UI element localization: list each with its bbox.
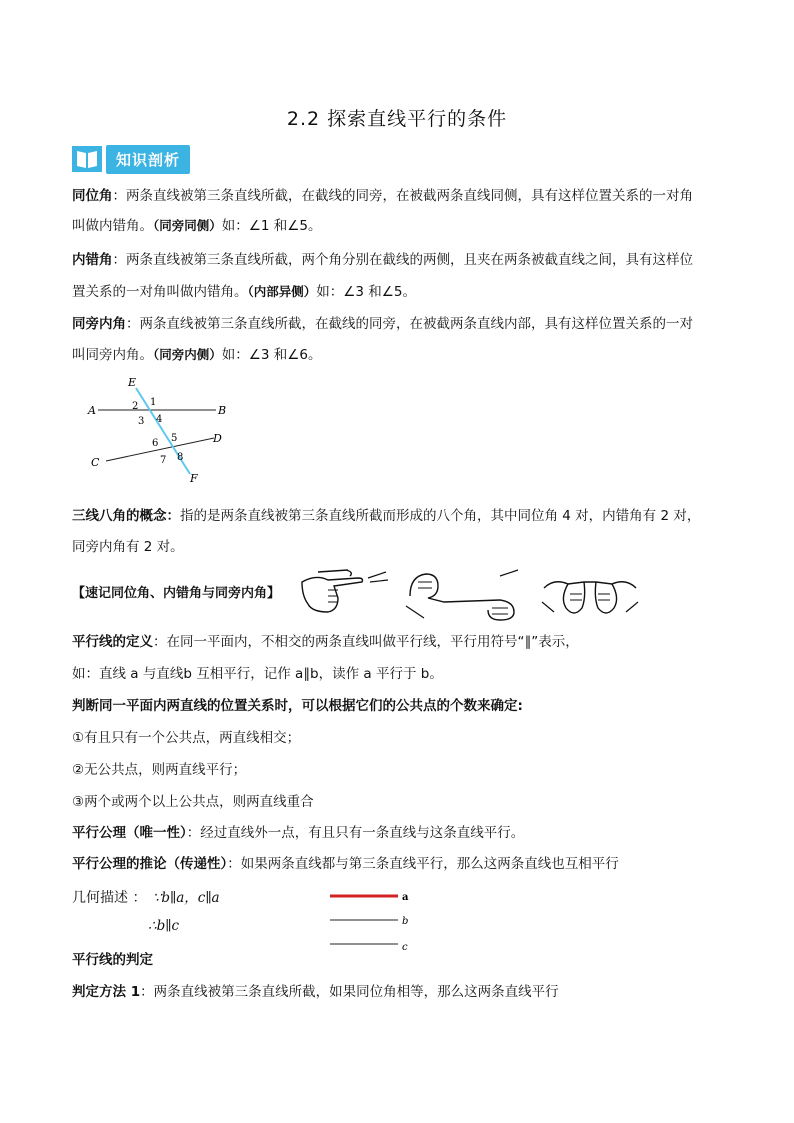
angle-label-6: 6 — [152, 438, 159, 449]
judge-heading: 判断同一平面内两直线的位置关系时，可以根据它们的公共点的个数来确定: — [72, 698, 523, 714]
geometry-description — [72, 886, 220, 907]
point-label-E: E — [128, 376, 137, 389]
parallel-lines-figure — [330, 886, 420, 958]
memo-label: 【速记同位角、内错角与同旁内角】 — [72, 586, 281, 601]
geometry-label: 几何描述 ： — [72, 890, 147, 906]
point-label-A: A — [88, 404, 96, 417]
term-sanxian: 三线八角的概念： — [72, 508, 180, 524]
book-icon — [72, 144, 102, 174]
definition-tongpang — [72, 314, 732, 334]
eight-angles-figure — [86, 372, 236, 484]
geometry-conclusion — [148, 918, 179, 934]
geometry-conclusion-text: ∴b∥c — [148, 918, 180, 934]
def-tag: （同旁同侧） — [153, 218, 222, 233]
case-item: ②无公共点，则两直线平行； — [72, 762, 247, 778]
angle-label-8: 8 — [177, 452, 184, 463]
term-method1: 判定方法 1 — [72, 984, 141, 1000]
parallel-axiom — [72, 823, 732, 843]
term-neicuo: 内错角 — [72, 252, 113, 268]
def-text: ：如果两条直线都与第三条直线平行，那么这两条直线也互相平行 — [227, 856, 619, 872]
def-example: 如：∠3 和∠5。 — [316, 284, 416, 300]
line-label-c: c — [402, 942, 408, 953]
def-text: 叫同旁内角。 — [72, 347, 153, 363]
method-1 — [72, 982, 732, 1002]
definition-tongwei-line2 — [72, 216, 732, 236]
section-badge-label: 知识剖析 — [106, 145, 190, 174]
hand-gesture-tongwei-icon — [298, 568, 390, 618]
def-text: ：两条直线被第三条直线所截，在截线的同旁，在被截两条直线内部，具有这样位置关系的一对 — [126, 316, 693, 332]
term-corollary: 平行公理的推论（传递性） — [72, 856, 228, 872]
case-item: ①有且只有一个公共点，两直线相交； — [72, 730, 301, 746]
def-example: 如：∠3 和∠6。 — [221, 347, 322, 363]
point-label-D: D — [213, 432, 222, 445]
hand-gesture-tongpang-icon — [540, 568, 640, 622]
def-text: ：两条直线被第三条直线所截，在截线的同旁，在被截两条直线同侧，具有这样位置关系的一对角 — [112, 188, 693, 204]
angle-label-2: 2 — [132, 401, 139, 412]
geometry-given: ∵b∥a，c∥a — [152, 890, 220, 906]
section-badge — [72, 144, 190, 174]
def-text: ：两条直线被第三条直线所截，如果同位角相等，那么这两条直线平行 — [140, 984, 559, 1000]
def-tag: （内部异侧） — [247, 284, 317, 299]
point-label-C: C — [91, 456, 100, 469]
term-tongwei: 同位角 — [72, 188, 113, 204]
definition-tongpang-line2 — [72, 345, 732, 365]
sanxian-concept — [72, 506, 732, 526]
point-label-B: B — [218, 404, 227, 417]
parallel-definition — [72, 632, 732, 652]
angle-label-5: 5 — [171, 433, 178, 444]
def-text: 叫做内错角。 — [72, 218, 153, 234]
def-text: 指的是两条直线被第三条直线所截而形成的八个角，其中同位角 4 对，内错角有 2 对， — [180, 508, 701, 524]
parallel-definition-example: 如：直线 a 与直线b 互相平行，记作 a∥b，读作 a 平行于 b。 — [72, 666, 443, 682]
parallel-corollary — [72, 854, 732, 874]
def-text: ：在同一平面内，不相交的两条直线叫做平行线，平行用符号“∥”表示， — [153, 634, 579, 650]
definition-tongwei — [72, 186, 732, 206]
point-label-F: F — [190, 472, 198, 484]
line-label-a: a — [402, 892, 409, 903]
term-axiom: 平行公理（唯一性） — [72, 825, 187, 841]
line-label-b: b — [402, 916, 409, 927]
term-parallel: 平行线的定义 — [72, 634, 153, 650]
angle-label-1: 1 — [150, 397, 157, 408]
angle-label-4: 4 — [156, 414, 163, 425]
judgement-heading: 平行线的判定 — [72, 952, 153, 968]
case-item: ③两个或两个以上公共点，则两直线重合 — [72, 794, 314, 810]
angle-label-7: 7 — [160, 455, 167, 466]
hand-gesture-neicuo-icon — [404, 566, 520, 622]
def-tag: （同旁内侧） — [153, 347, 222, 362]
def-text: ：经过直线外一点，有且只有一条直线与这条直线平行。 — [186, 825, 525, 841]
def-example: 如：∠1 和∠5。 — [221, 218, 322, 234]
def-text: ：两条直线被第三条直线所截，两个角分别在截线的两侧，且夹在两条被截直线之间，具有这样位 — [112, 252, 693, 268]
angle-label-3: 3 — [138, 416, 145, 427]
page-title: 2.2 探索直线平行的条件 — [286, 108, 508, 130]
def-text: 置关系的一对角叫做内错角。 — [72, 284, 248, 300]
term-tongpang: 同旁内角 — [72, 316, 126, 332]
definition-neicuo-line2 — [72, 282, 732, 302]
sanxian-line2: 同旁内角有 2 对。 — [72, 539, 184, 555]
definition-neicuo — [72, 250, 732, 270]
